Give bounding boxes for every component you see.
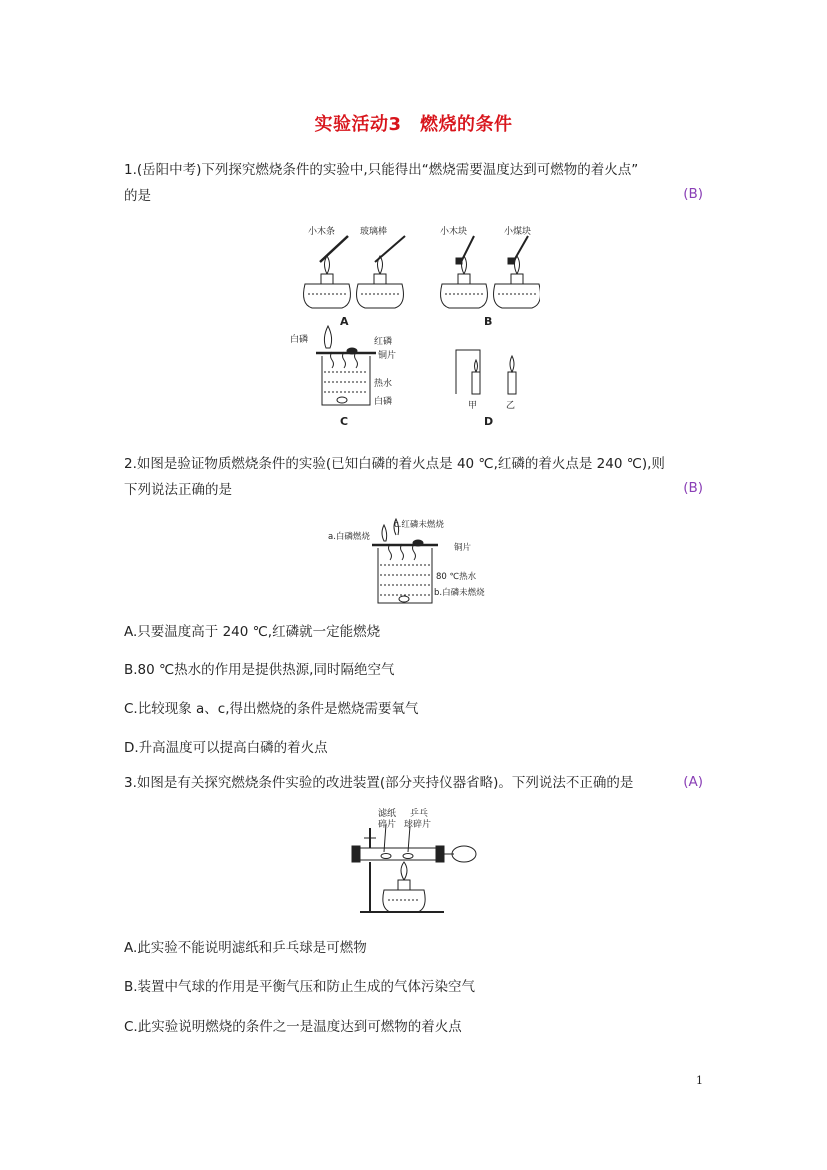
question-1-answer: (B) [683, 186, 703, 202]
question-2-figure [326, 515, 506, 607]
page-number: 1 [696, 1074, 703, 1087]
question-3-answer: (A) [683, 774, 703, 790]
label-wood-block: 小木块 [440, 227, 468, 237]
question-1-line-2: 的是 [124, 188, 151, 204]
question-1-line-1: 1.(岳阳中考)下列探究燃烧条件的实验中,只能得出“燃烧需要温度达到可燃物的着火点” [124, 162, 639, 178]
label-c-red-phosphorus-not-burning: c.红磷未燃烧 [394, 520, 444, 530]
panel-b-lamp-1 [441, 256, 488, 308]
question-2-answer: (B) [683, 480, 703, 496]
label-a-white-phosphorus-burning: a.白磷燃烧 [328, 532, 370, 542]
question-2-option-d: D.升高温度可以提高白磷的着火点 [124, 740, 328, 756]
glass-rod [375, 236, 405, 262]
question-2-line-1: 2.如图是验证物质燃烧条件的实验(已知白磷的着火点是 40 ℃,红磷的着火点是 240 ℃),则 [124, 456, 665, 472]
label-coal-block: 小煤块 [504, 227, 532, 237]
question-3-option-a: A.此实验不能说明滤纸和乒乓球是可燃物 [124, 940, 367, 956]
question-3-stem: 3.如图是有关探究燃烧条件实验的改进装置(部分夹持仪器省略)。下列说法不正确的是 [124, 775, 634, 791]
label-b-white-phosphorus-not-burning: b.白磷未燃烧 [434, 588, 485, 598]
label-filter-paper-pieces: 碎片 [378, 820, 397, 830]
label-jia: 甲 [468, 401, 478, 411]
label-filter-paper: 滤纸 [378, 809, 397, 819]
panel-letter-a: A [340, 315, 349, 328]
question-1-stem [124, 157, 704, 209]
label-hot-water: 热水 [374, 379, 393, 389]
label-yi: 乙 [506, 401, 516, 411]
question-2-option-b: B.80 ℃热水的作用是提供热源,同时隔绝空气 [124, 662, 395, 678]
question-1-figure [290, 222, 540, 432]
question-3-option-b: B.装置中气球的作用是平衡气压和防止生成的气体污染空气 [124, 979, 476, 995]
question-2-line-2: 下列说法正确的是 [124, 482, 232, 498]
label-ping-pong: 乒乓 [410, 809, 429, 819]
question-3-option-c: C.此实验说明燃烧的条件之一是温度达到可燃物的着火点 [124, 1019, 462, 1035]
label-hot-water-80: 80 ℃热水 [436, 572, 477, 582]
label-white-phosphorus-bottom: 白磷 [374, 397, 393, 407]
panel-a-lamp-2 [357, 256, 404, 308]
question-2-option-a: A.只要温度高于 240 ℃,红磷就一定能燃烧 [124, 624, 381, 640]
wood-stick [320, 236, 348, 262]
panel-d-apparatus [456, 350, 516, 394]
panel-letter-c: C [340, 415, 349, 428]
question-3-figure [348, 808, 480, 918]
label-copper-sheet: 铜片 [378, 351, 397, 361]
label-glass-rod: 玻璃棒 [360, 227, 388, 237]
question-2-option-c: C.比较现象 a、c,得出燃烧的条件是燃烧需要氧气 [124, 701, 419, 717]
label-white-phosphorus-top: 白磷 [290, 335, 309, 345]
panel-letter-d: D [484, 415, 494, 428]
label-ping-pong-pieces: 球碎片 [404, 820, 432, 830]
panel-letter-b: B [484, 315, 493, 328]
label-copper-sheet: 铜片 [454, 543, 472, 553]
label-wood-stick: 小木条 [308, 227, 336, 237]
panel-b-lamp-2 [494, 256, 540, 308]
label-red-phosphorus: 红磷 [374, 337, 393, 347]
page-title: 实验活动3 燃烧的条件 [314, 114, 513, 135]
panel-a-lamp-1 [304, 256, 351, 308]
panel-c-apparatus [316, 326, 376, 405]
question-2-stem [124, 451, 704, 503]
